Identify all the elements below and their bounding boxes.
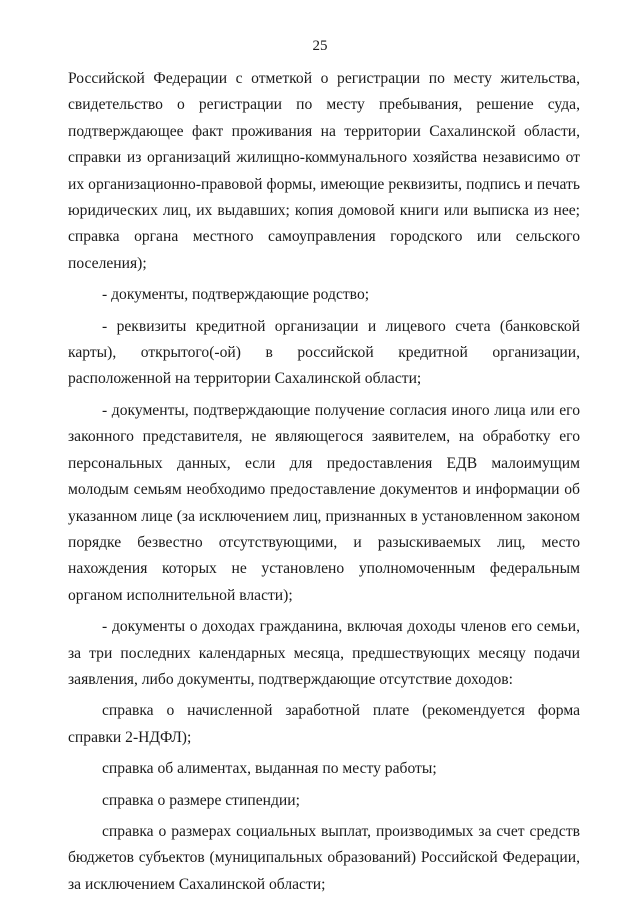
- paragraph-kinship-documents: - документы, подтверждающие родство;: [102, 286, 370, 304]
- paragraph-alimony-certificate: справка об алиментах, выданная по месту работы;: [102, 760, 437, 778]
- paragraph-consent-documents: - документы, подтверждающие получение согласия иного лица или его законного представителя, не являющегося заявителем, на обработку его персональных данных, если для предоставления ЕДВ малоимущим молодым семьям необходимо предоставление документов и информации об указанном лице (за исключением лиц, признанных в установленном законом порядке безвестно отсутствующими, и разыскиваемых лиц, место нахождения которых не установлено уполномоченным федеральным органом исполнительной власти);: [68, 401, 580, 604]
- page-number: 25: [312, 38, 328, 54]
- paragraph-bank-details: - реквизиты кредитной организации и лицевого счета (банковской карты), открытого(-ой) в российской кредитной организации, расположенной на территории Сахалинской области;: [68, 317, 580, 388]
- paragraph-registration-documents: Российской Федерации с отметкой о регистрации по месту жительства, свидетельство о регистрации по месту пребывания, решение суда, подтверждающее факт проживания на территории Сахалинской области, справки из организаций жилищно-коммунального хозяйства независимо от их организационно-правовой формы, имеющие реквизиты, подпись и печать юридических лиц, их выдавших; копия домовой книги или выписка из нее; справка органа местного самоуправления городского или сельского поселения);: [68, 70, 580, 272]
- paragraph-social-payments-certificate: справка о размерах социальных выплат, производимых за счет средств бюджетов субъектов (муниципальных образований) Российской Федерации, за исключением Сахалинской области;: [68, 822, 580, 893]
- paragraph-income-documents: - документы о доходах гражданина, включая доходы членов его семьи, за три последних календарных месяца, предшествующих месяцу подачи заявления, либо документы, подтверждающие отсутствие доходов:: [68, 618, 580, 688]
- paragraph-salary-certificate: справка о начисленной заработной плате (рекомендуется форма справки 2-НДФЛ);: [68, 702, 580, 746]
- document-body: [68, 66, 580, 898]
- paragraph-stipend-certificate: справка о размере стипендии;: [102, 791, 300, 809]
